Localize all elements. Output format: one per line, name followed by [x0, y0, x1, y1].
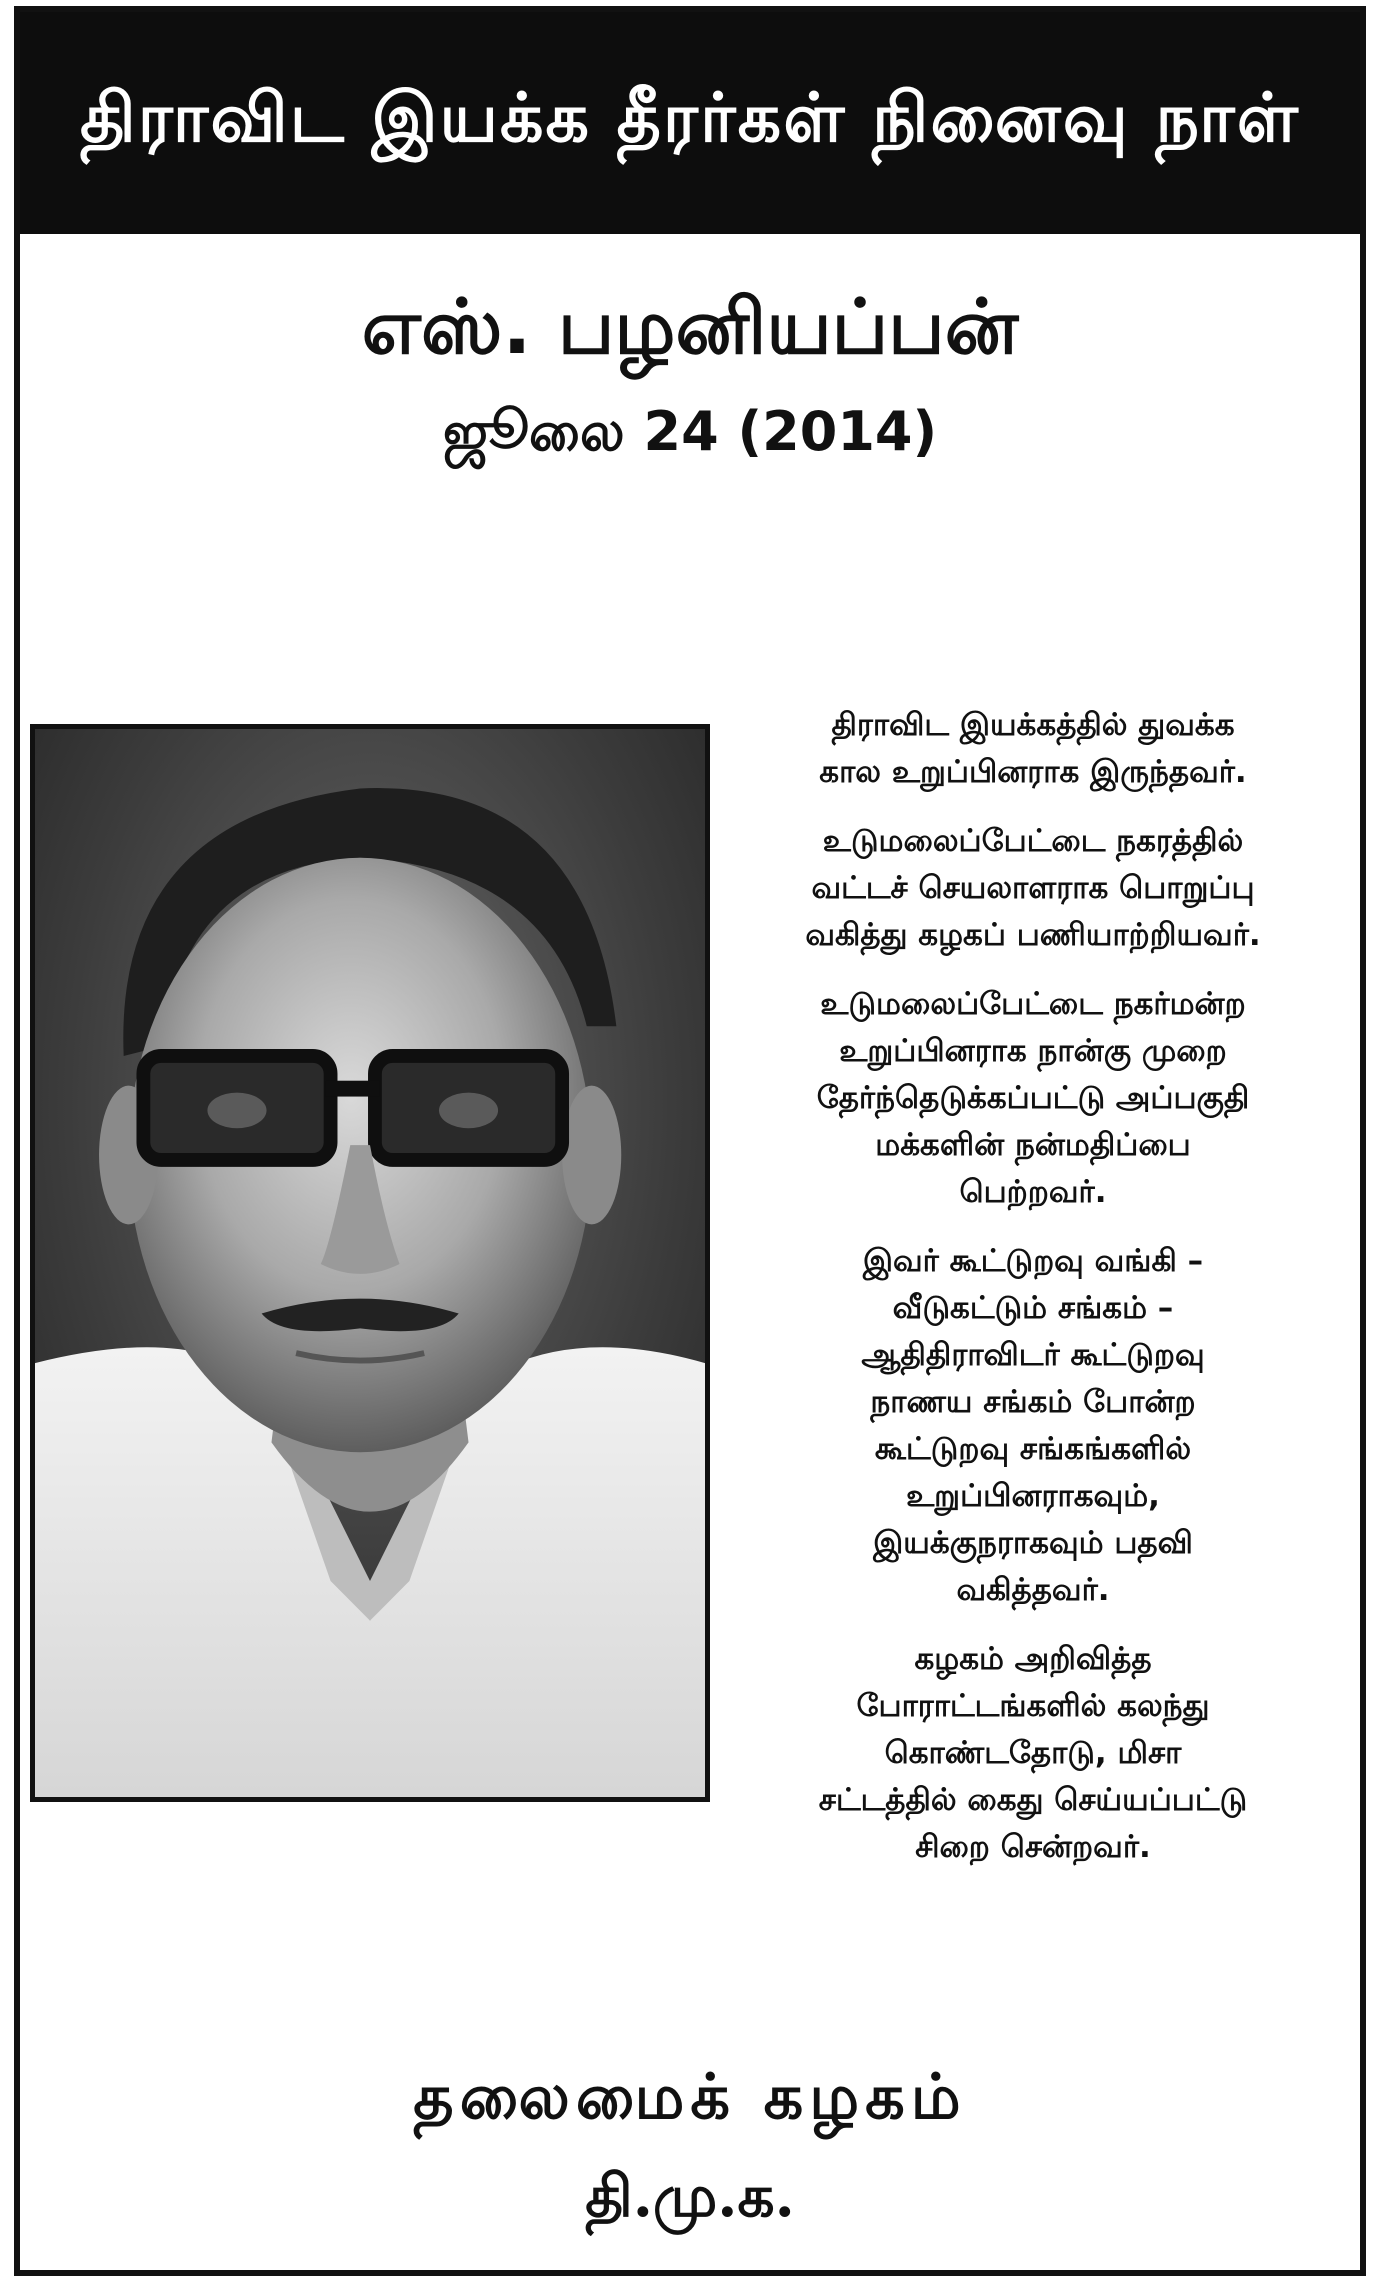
portrait-image — [35, 729, 705, 1797]
biography-text — [738, 702, 1328, 1893]
bio-paragraph: திராவிட இயக்கத்தில் துவக்க கால உறுப்பினராக இருந்தவர். — [819, 707, 1247, 790]
memorial-date: ஜூலை 24 (2014) — [442, 400, 938, 463]
memorial-notice — [14, 6, 1366, 2276]
footer-organization: தலைமைக் கழகம் — [413, 2060, 967, 2133]
header-banner — [20, 12, 1360, 234]
bio-paragraph: உடுமலைப்பேட்டை நகர்மன்ற உறுப்பினராக நான்கு முறை தேர்ந்தெடுக்கப்பட்டு அப்பகுதி மக்களின் நன்மதிப்பை பெற்றவர். — [816, 986, 1250, 1210]
footer-party-name: தி.மு.க. — [585, 2162, 795, 2230]
banner-title: திராவிட இயக்க தீரர்கள் நினைவு நாள் — [80, 79, 1300, 158]
person-name: எஸ். பழனியப்பன் — [361, 282, 1019, 371]
bio-paragraph: இவர் கூட்டுறவு வங்கி – வீடுகட்டும் சங்கம் – ஆதிதிராவிடர் கூட்டுறவு நாணய சங்கம் போன்ற கூட்டுறவு சங்கங்களில் உறுப்பினராகவும், இயக்குநராகவும் பதவி வகித்தவர். — [861, 1243, 1205, 1608]
bio-paragraph: உடுமலைப்பேட்டை நகரத்தில் வட்டச் செயலாளராக பொறுப்பு வகித்து கழகப் பணியாற்றியவர். — [805, 823, 1261, 953]
portrait-photo — [30, 724, 710, 1802]
bio-paragraph: கழகம் அறிவித்த போராட்டங்களில் கலந்து கொண்டதோடு, மிசா சட்டத்தில் கைது செய்யப்பட்டு சிறை சென்றவர். — [818, 1641, 1248, 1865]
